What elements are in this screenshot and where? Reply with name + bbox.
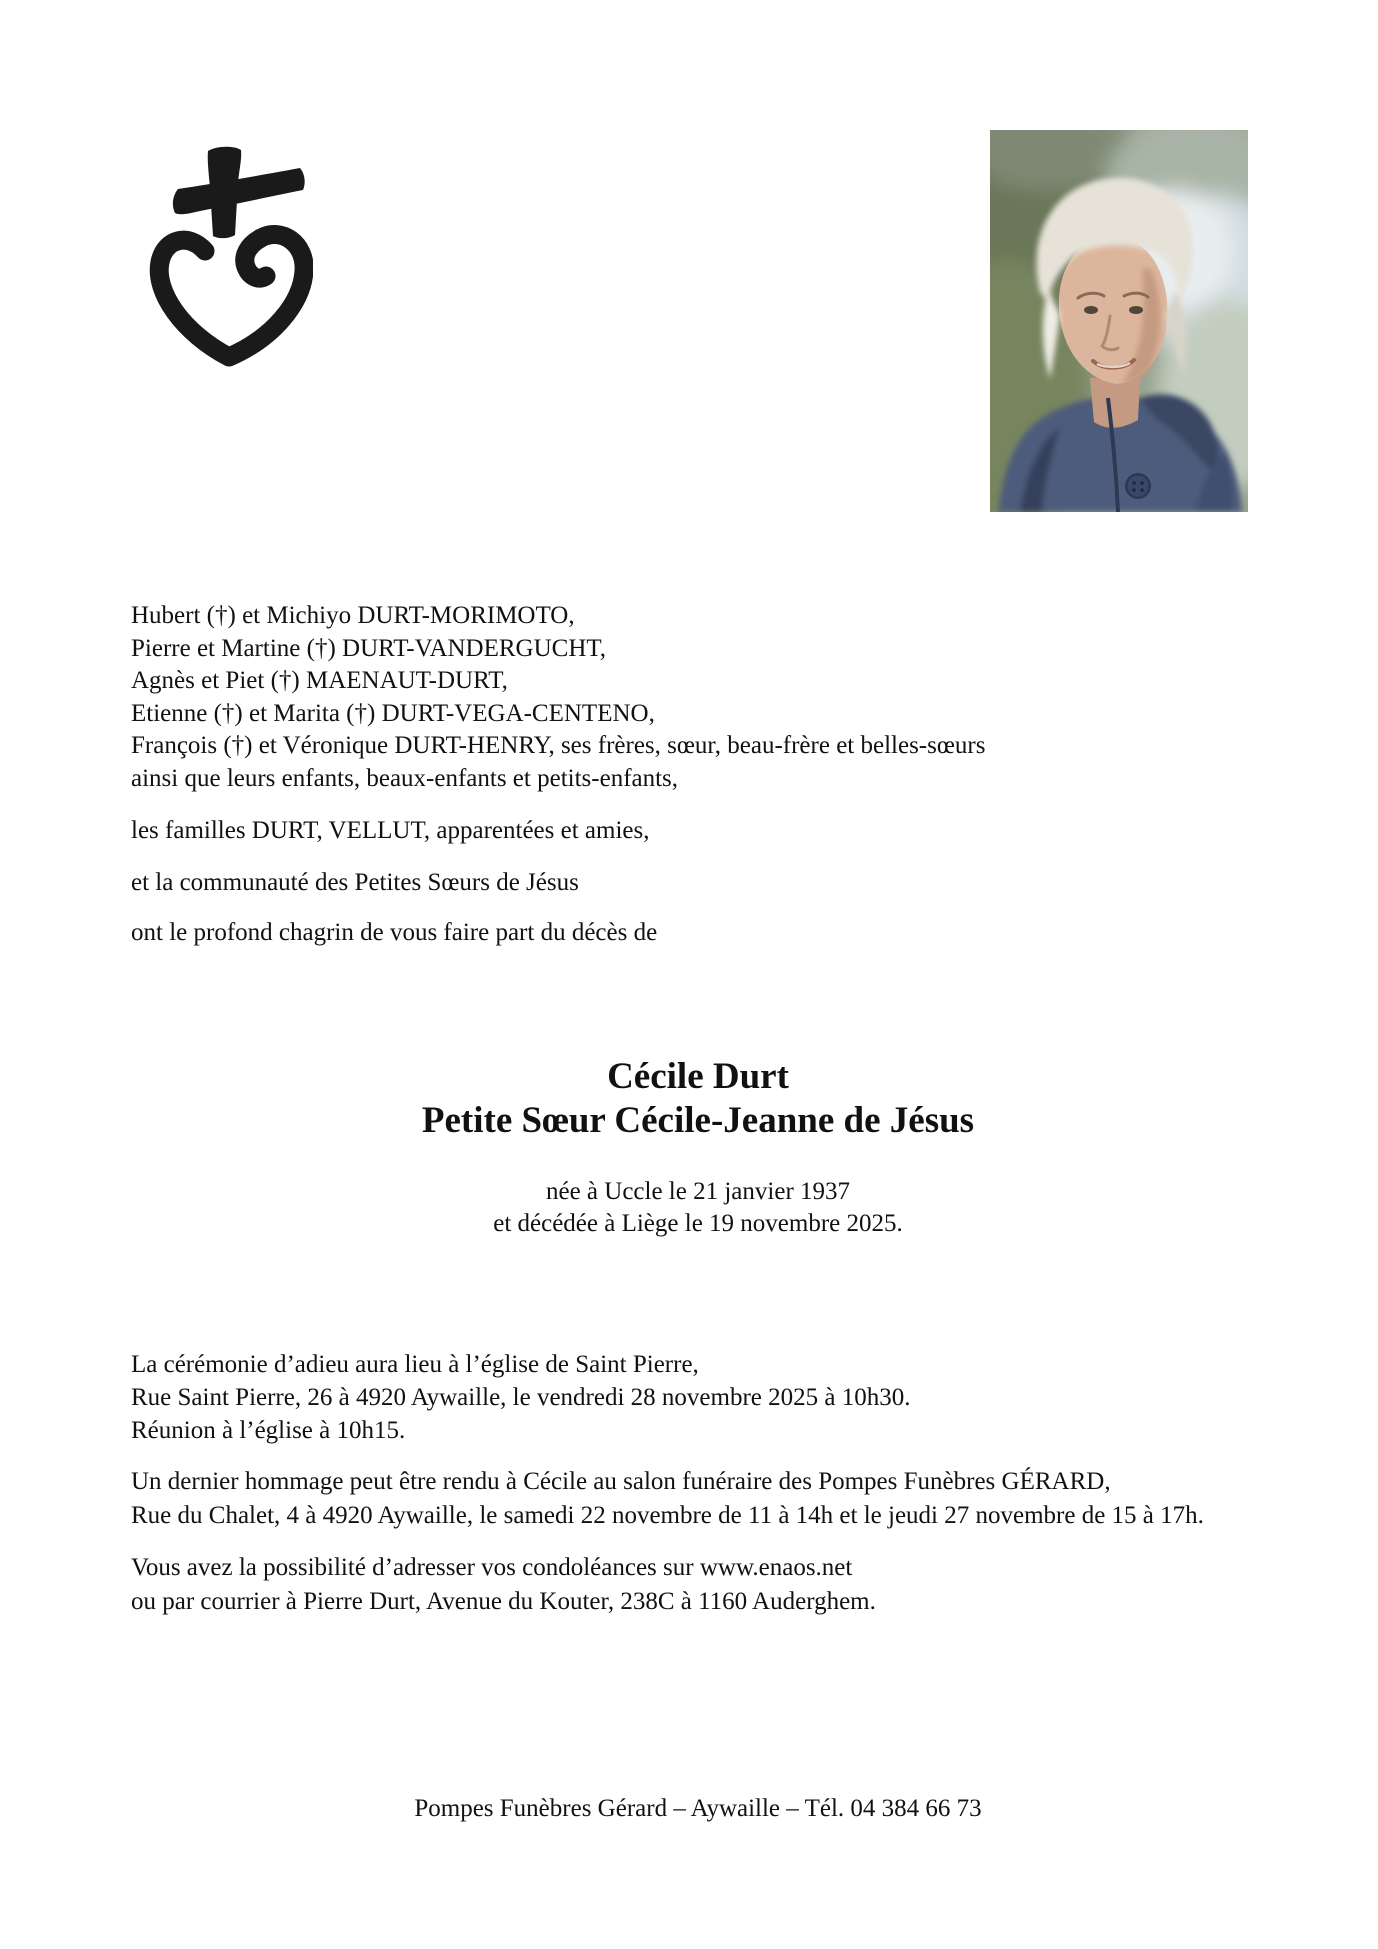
deceased-name: Cécile Durt <box>607 1056 789 1097</box>
family-line: Hubert (†) et Michiyo DURT-MORIMOTO, <box>131 602 575 629</box>
ceremony-line: Réunion à l’église à 10h15. <box>131 1417 406 1444</box>
deceased-religious-name: Petite Sœur Cécile-Jeanne de Jésus <box>421 1100 975 1141</box>
community-line: et la communauté des Petites Sœurs de Jésus <box>131 869 579 896</box>
family-line: François (†) et Véronique DURT-HENRY, ses frères, sœur, beau-frère et belles-sœurs <box>131 732 986 759</box>
family-line: Etienne (†) et Marita (†) DURT-VEGA-CENTENO, <box>131 699 655 727</box>
ceremony-block <box>131 1348 910 1447</box>
funeral-home-footer: Pompes Funèbres Gérard – Aywaille – Tél. 04 384 66 73 <box>414 1795 982 1822</box>
families-line: les familles DURT, VELLUT, apparentées et amies, <box>131 817 650 844</box>
family-line: Agnès et Piet (†) MAENAUT-DURT, <box>131 667 508 694</box>
cross-heart-icon <box>147 145 313 367</box>
ceremony-line: Rue Saint Pierre, 26 à 4920 Aywaille, le vendredi 28 novembre 2025 à 10h30. <box>131 1384 911 1411</box>
birth-line: née à Uccle le 21 janvier 1937 <box>545 1178 851 1205</box>
family-line: ainsi que leurs enfants, beaux-enfants et petits-enfants, <box>131 764 679 792</box>
grief-line: ont le profond chagrin de vous faire part du décès de <box>131 919 658 946</box>
deceased-name-block <box>18 1055 1378 1143</box>
condolences-line: Vous avez la possibilité d’adresser vos condoléances sur www.enaos.net <box>131 1554 853 1581</box>
family-names-block <box>131 600 985 795</box>
portrait-photo <box>990 130 1248 512</box>
family-line: Pierre et Martine (†) DURT-VANDERGUCHT, <box>131 634 607 662</box>
condolences-block <box>131 1551 876 1619</box>
life-dates-block <box>18 1176 1378 1240</box>
cross-heart-emblem <box>147 145 313 367</box>
tribute-line: Un dernier hommage peut être rendu à Cécile au salon funéraire des Pompes Funèbres GÉRARD, <box>131 1468 1111 1495</box>
death-line: et décédée à Liège le 19 novembre 2025. <box>493 1210 903 1237</box>
tribute-line: Rue du Chalet, 4 à 4920 Aywaille, le samedi 22 novembre de 11 à 14h et le jeudi 27 novembre de 15 à 17h. <box>131 1502 1204 1529</box>
ceremony-line: La cérémonie d’adieu aura lieu à l’église de Saint Pierre, <box>131 1351 699 1378</box>
condolences-line: ou par courrier à Pierre Durt, Avenue du Kouter, 238C à 1160 Auderghem. <box>131 1588 876 1615</box>
tribute-block <box>131 1465 1204 1533</box>
portrait-photo-image <box>990 130 1248 512</box>
